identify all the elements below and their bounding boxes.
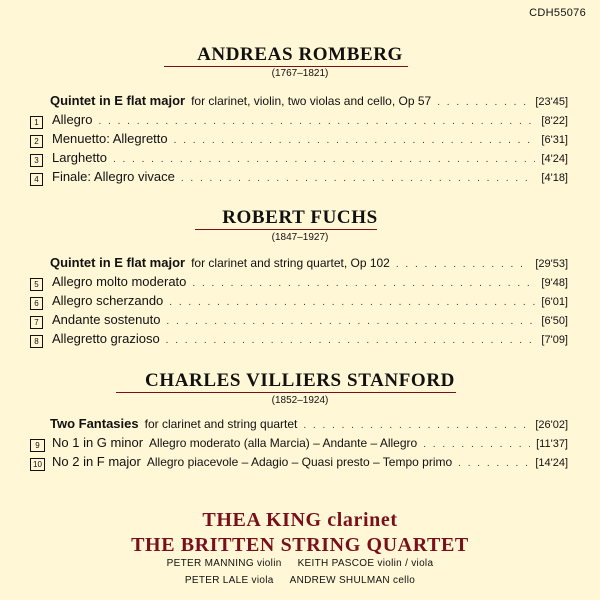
composer-rule <box>164 66 408 67</box>
track-row <box>30 330 568 348</box>
players-line <box>0 574 600 588</box>
player-credit: ANDREW SHULMAN cello <box>289 575 416 586</box>
leader-dots <box>437 94 529 112</box>
track-title: Allegro scherzando <box>52 293 164 308</box>
track-title: Andante sostenuto <box>52 312 161 327</box>
track-duration: [4'18] <box>541 172 568 184</box>
leader-dots <box>396 256 529 274</box>
track-title: No 2 in F major <box>52 454 141 469</box>
track-title: Finale: Allegro vivace <box>52 169 175 184</box>
work-duration: [29'53] <box>535 258 568 270</box>
work-title: Quintet in E flat major <box>50 93 186 108</box>
work-title: Quintet in E flat major <box>50 255 186 270</box>
track-row <box>30 311 568 329</box>
work-heading <box>50 92 568 110</box>
track-row <box>30 434 568 452</box>
leader-dots <box>113 151 535 169</box>
catalogue-number: CDH55076 <box>529 7 586 19</box>
track-row <box>30 292 568 310</box>
track-number: 8 <box>30 335 43 348</box>
leader-dots <box>181 170 536 188</box>
composer-rule <box>195 229 377 230</box>
track-duration: [14'24] <box>535 457 568 469</box>
leader-dots <box>169 294 535 312</box>
track-title: Allegro <box>52 112 93 127</box>
track-description: Allegro piacevole – Adagio – Quasi presto – Tempo primo <box>146 455 453 469</box>
soloist-credit: THEA KING clarinet <box>202 509 398 531</box>
track-title: No 1 in G minor <box>52 435 144 450</box>
work-duration: [23'45] <box>535 96 568 108</box>
leader-dots <box>166 313 535 331</box>
track-title: Allegro molto moderato <box>52 274 187 289</box>
work-description: for clarinet and string quartet <box>144 417 298 431</box>
leader-dots <box>98 113 535 131</box>
work-description: for clarinet and string quartet, Op 102 <box>191 256 390 270</box>
work-duration: [26'02] <box>535 419 568 431</box>
track-duration: [4'24] <box>541 153 568 165</box>
track-number: 5 <box>30 278 43 291</box>
track-duration: [7'09] <box>541 334 568 346</box>
leader-dots <box>458 455 529 473</box>
composer-dates: (1852–1924) <box>271 395 329 406</box>
composer-fuchs: ROBERT FUCHS <box>222 207 378 228</box>
players-line <box>0 557 600 571</box>
composer-dates: (1847–1927) <box>271 232 329 243</box>
track-number: 10 <box>30 458 45 471</box>
track-duration: [6'50] <box>541 315 568 327</box>
track-duration: [6'01] <box>541 296 568 308</box>
leader-dots <box>174 132 536 150</box>
track-duration: [11'37] <box>536 438 568 450</box>
composer-dates: (1767–1821) <box>271 68 329 79</box>
work-title: Two Fantasies <box>50 416 139 431</box>
track-row <box>30 111 568 129</box>
track-title: Larghetto <box>52 150 107 165</box>
work-heading <box>50 415 568 433</box>
track-number: 4 <box>30 173 43 186</box>
leader-dots <box>303 417 529 435</box>
track-duration: [9'48] <box>541 277 568 289</box>
leader-dots <box>423 436 530 454</box>
track-row <box>30 168 568 186</box>
track-duration: [8'22] <box>541 115 568 127</box>
ensemble-credit: THE BRITTEN STRING QUARTET <box>131 534 469 556</box>
track-row <box>30 149 568 167</box>
composer-rule <box>116 392 456 393</box>
work-heading <box>50 254 568 272</box>
track-description: Allegro moderato (alla Marcia) – Andante – Allegro <box>149 436 418 450</box>
player-credit: PETER MANNING violin <box>166 558 282 569</box>
track-number: 3 <box>30 154 43 167</box>
work-description: for clarinet, violin, two violas and cello, Op 57 <box>191 94 432 108</box>
track-title: Menuetto: Allegretto <box>52 131 168 146</box>
track-row <box>30 273 568 291</box>
track-number: 7 <box>30 316 43 329</box>
composer-stanford: CHARLES VILLIERS STANFORD <box>145 370 455 391</box>
track-number: 2 <box>30 135 43 148</box>
track-number: 1 <box>30 116 43 129</box>
track-row <box>30 453 568 471</box>
track-title: Allegretto grazioso <box>52 331 160 346</box>
track-number: 9 <box>30 439 45 452</box>
track-number: 6 <box>30 297 43 310</box>
composer-romberg: ANDREAS ROMBERG <box>197 44 403 65</box>
leader-dots <box>192 275 535 293</box>
player-credit: KEITH PASCOE violin / viola <box>297 558 434 569</box>
leader-dots <box>166 332 536 350</box>
track-duration: [6'31] <box>541 134 568 146</box>
track-row <box>30 130 568 148</box>
player-credit: PETER LALE viola <box>184 575 274 586</box>
